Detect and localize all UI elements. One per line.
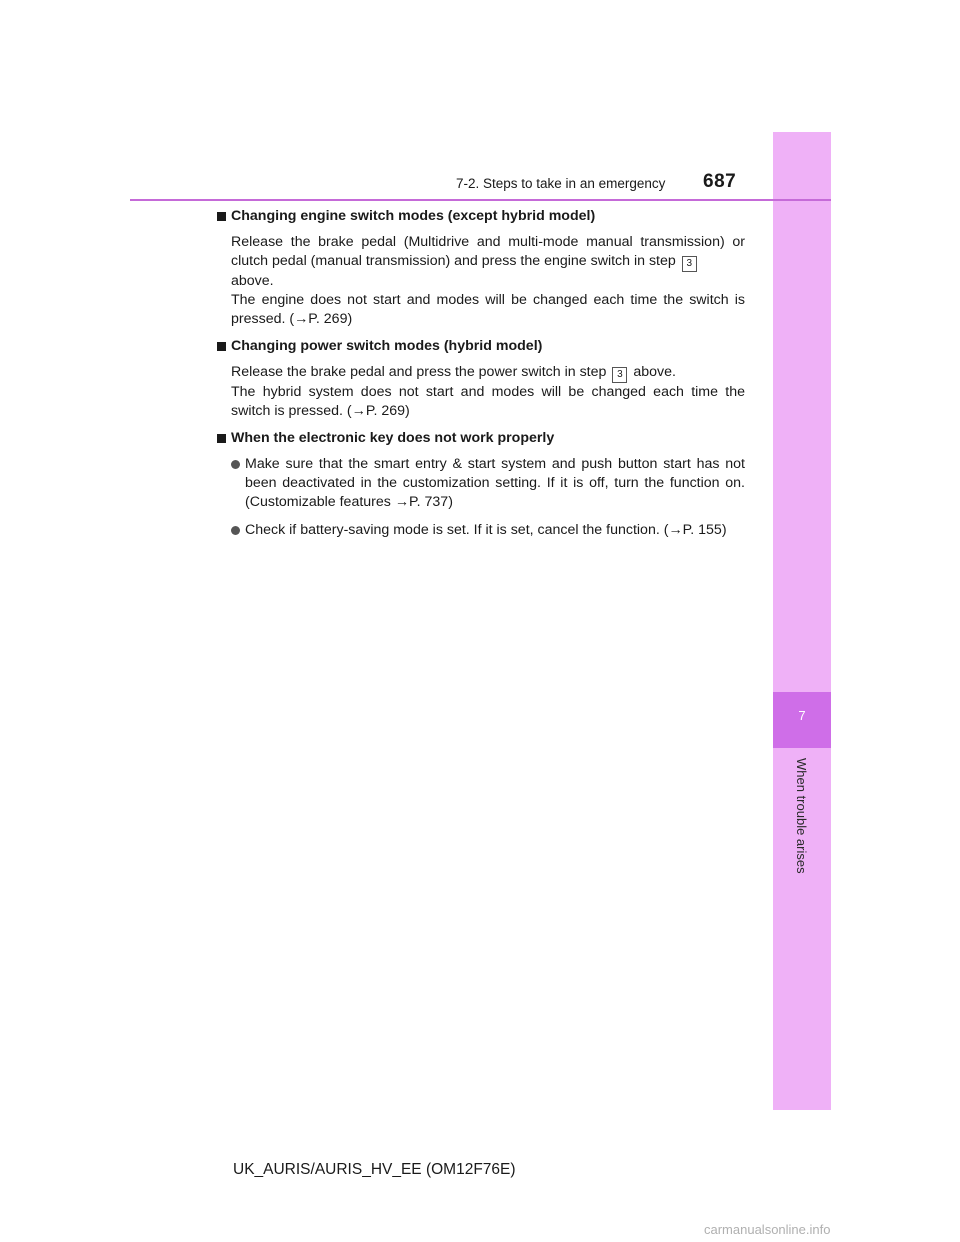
chapter-side-tab xyxy=(773,132,831,1110)
section-power-switch xyxy=(217,337,745,421)
square-bullet-icon xyxy=(217,212,226,221)
section-paragraph: Release the brake pedal (Multidrive and multi-mode manual transmission) or clutch pedal (manual transmission) and press the engine switch in step 3 above. The engine does not start and modes will be changed each time the switch is pressed. (→P. 269) xyxy=(231,234,745,327)
square-bullet-icon xyxy=(217,342,226,351)
header-divider xyxy=(130,199,831,201)
round-bullet-icon xyxy=(231,460,240,469)
chapter-title: When trouble arises xyxy=(794,758,809,874)
section-heading: Changing engine switch modes (except hybrid model) xyxy=(217,207,745,226)
chapter-number: 7 xyxy=(798,708,806,723)
watermark[interactable]: carmanualsonline.info xyxy=(704,1222,831,1237)
page-content xyxy=(217,207,745,549)
list-item: Check if battery-saving mode is set. If it is set, cancel the function. (→P. 155) xyxy=(231,521,745,540)
list-item: Make sure that the smart entry & start system and push button start has not been deactivated in the customization setting. If it is off, turn the function on. (Customizable features →P. 737) xyxy=(231,455,745,512)
step-number-box: 3 xyxy=(612,367,627,383)
section-electronic-key xyxy=(217,429,745,540)
header-section-title: 7-2. Steps to take in an emergency xyxy=(456,176,666,191)
square-bullet-icon xyxy=(217,434,226,443)
round-bullet-icon xyxy=(231,526,240,535)
section-heading: Changing power switch modes (hybrid model) xyxy=(217,337,745,356)
page-number: 687 xyxy=(703,171,737,192)
section-paragraph: Release the brake pedal and press the power switch in step 3 above. The hybrid system does not start and modes will be changed each time the switch is pressed. (→P. 269) xyxy=(231,364,745,419)
step-number-box: 3 xyxy=(682,256,697,272)
section-engine-switch xyxy=(217,207,745,329)
section-heading: When the electronic key does not work properly xyxy=(217,429,745,448)
footer-model-code: UK_AURIS/AURIS_HV_EE (OM12F76E) xyxy=(233,1161,516,1178)
